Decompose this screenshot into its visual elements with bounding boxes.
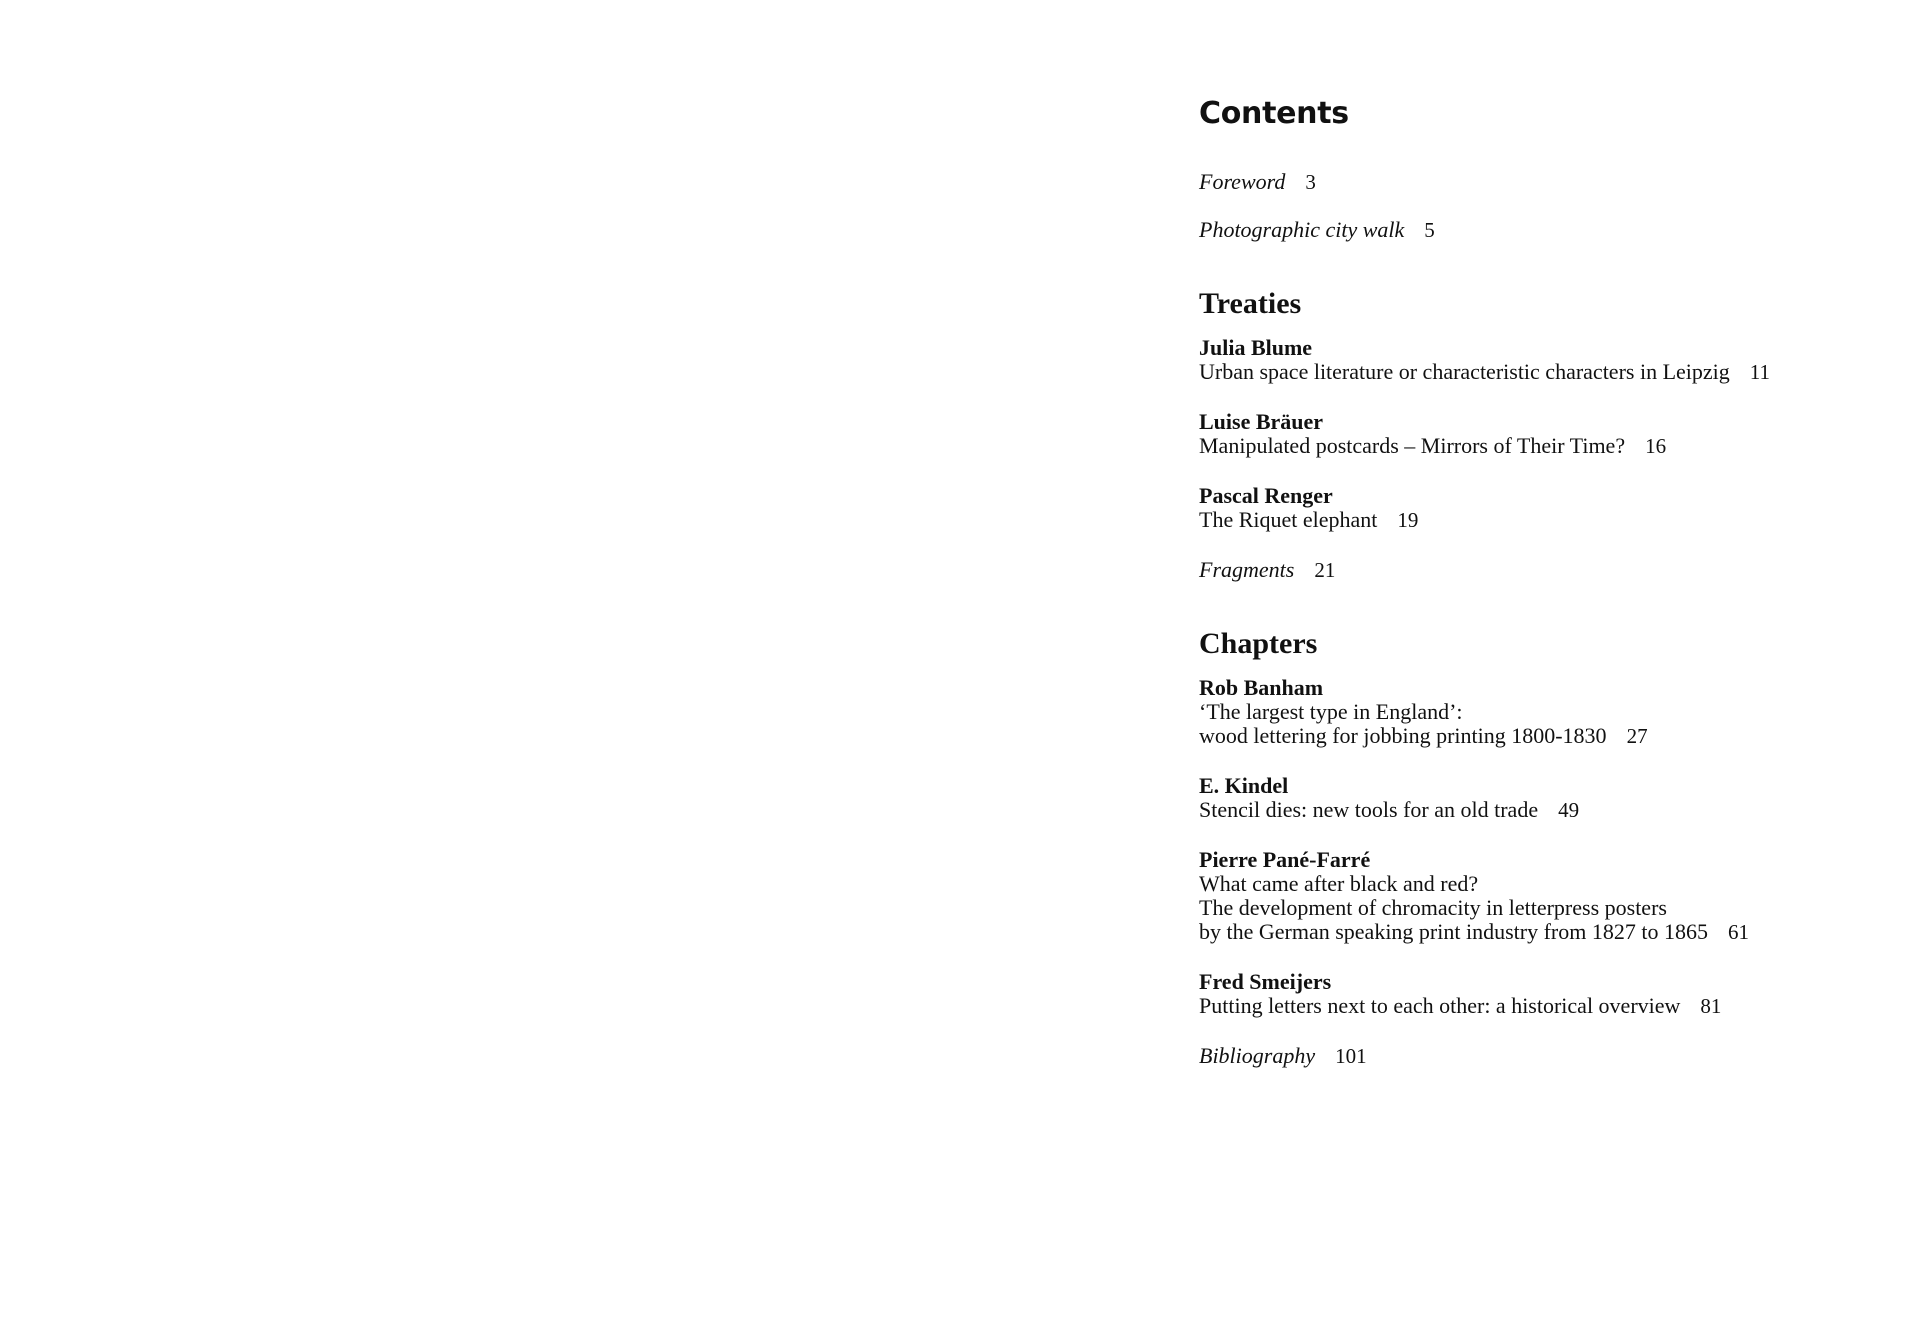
entry-author: E. Kindel [1199, 773, 1289, 798]
entry-author: Rob Banham [1199, 675, 1324, 700]
entry-author: Fred Smeijers [1199, 969, 1332, 994]
entry-author: Pascal Renger [1199, 483, 1333, 508]
toc-entry [1199, 410, 1879, 458]
toc-entry [1199, 848, 1879, 944]
entry-title-line: What came after black and red? [1199, 871, 1479, 896]
page-number: 11 [1749, 360, 1770, 384]
toc-entry [1199, 336, 1879, 384]
toc-entry [1199, 484, 1879, 532]
page-number: 21 [1314, 558, 1336, 582]
page-number: 81 [1700, 994, 1722, 1018]
page-number: 16 [1645, 434, 1667, 458]
table-of-contents [1199, 94, 1879, 1068]
entry-label: Foreword [1199, 169, 1286, 194]
entry-title-line: ‘The largest type in England’: [1199, 699, 1463, 724]
entry-title-line: Manipulated postcards – Mirrors of Their Time? 16 [1199, 433, 1667, 458]
page-number: 5 [1424, 218, 1435, 242]
entry-title-line: The development of chromacity in letterpress posters [1199, 895, 1667, 920]
entry-title-line: The Riquet elephant 19 [1199, 507, 1419, 532]
entry-title-line: by the German speaking print industry from 1827 to 1865 61 [1199, 919, 1749, 944]
toc-entry [1199, 676, 1879, 748]
entry-title-line: Urban space literature or characteristic characters in Leipzig 11 [1199, 359, 1770, 384]
section-heading-treaties: Treaties [1199, 287, 1302, 320]
page-number: 19 [1397, 508, 1419, 532]
entry-label: Bibliography [1199, 1043, 1316, 1068]
page-title: Contents [1199, 96, 1349, 131]
toc-entry [1199, 970, 1879, 1018]
entry-author: Pierre Pané-Farré [1199, 847, 1371, 872]
toc-entry-foreword [1199, 170, 1879, 194]
entry-title-line: Stencil dies: new tools for an old trade 49 [1199, 797, 1580, 822]
toc-entry-bibliography [1199, 1044, 1879, 1068]
toc-entry-city-walk [1199, 218, 1879, 242]
toc-entry [1199, 774, 1879, 822]
page-number: 3 [1305, 170, 1316, 194]
page-number: 27 [1626, 724, 1648, 748]
entry-title-line: Putting letters next to each other: a historical overview 81 [1199, 993, 1722, 1018]
toc-entry-fragments [1199, 558, 1879, 582]
page-number: 61 [1727, 920, 1749, 944]
entry-label: Photographic city walk [1199, 217, 1405, 242]
section-heading-chapters: Chapters [1199, 627, 1318, 660]
entry-author: Luise Bräuer [1199, 409, 1324, 434]
entry-label: Fragments [1199, 557, 1295, 582]
page-number: 49 [1558, 798, 1580, 822]
entry-title-line: wood lettering for jobbing printing 1800-1830 27 [1199, 723, 1648, 748]
page-number: 101 [1335, 1044, 1367, 1068]
entry-author: Julia Blume [1199, 335, 1313, 360]
